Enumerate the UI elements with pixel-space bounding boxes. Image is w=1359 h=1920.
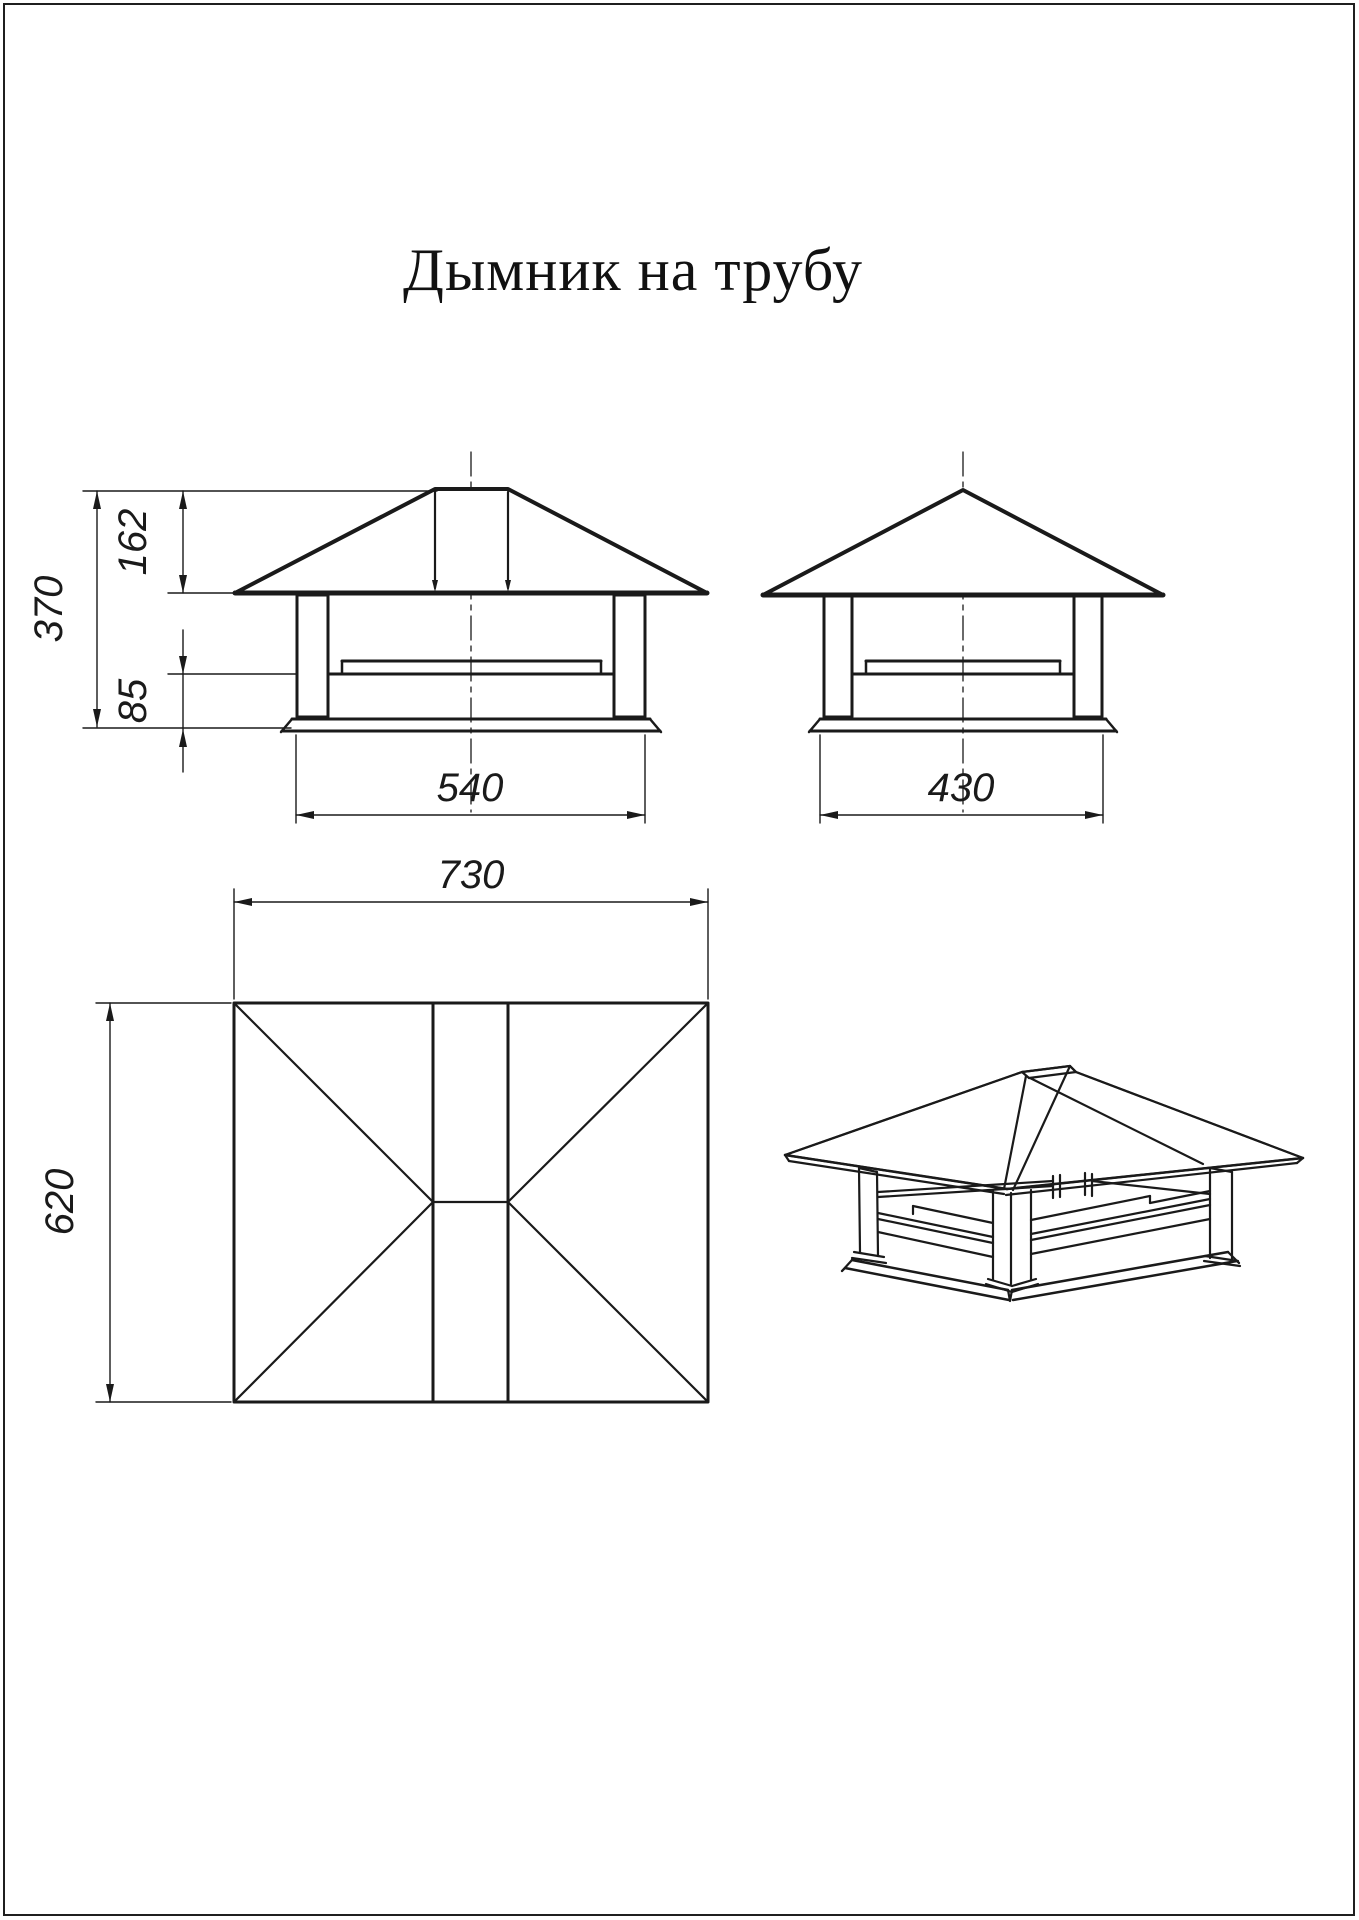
plan-view-dimensions: [38, 853, 708, 1402]
drawing-title: Дымник на трубу: [403, 237, 863, 303]
plan-view-drawing: [234, 1003, 708, 1402]
dim-label-370: 370: [27, 575, 71, 643]
dim-label-540: 540: [436, 766, 504, 810]
front-view-drawing: [235, 452, 707, 812]
dim-label-430: 430: [927, 766, 995, 810]
dim-label-730: 730: [437, 853, 505, 897]
dim-label-162: 162: [111, 508, 155, 576]
side-view-dimensions: [820, 735, 1103, 823]
dim-label-85: 85: [111, 678, 155, 724]
dim-label-620: 620: [38, 1168, 82, 1236]
isometric-view-drawing: [785, 1066, 1303, 1301]
